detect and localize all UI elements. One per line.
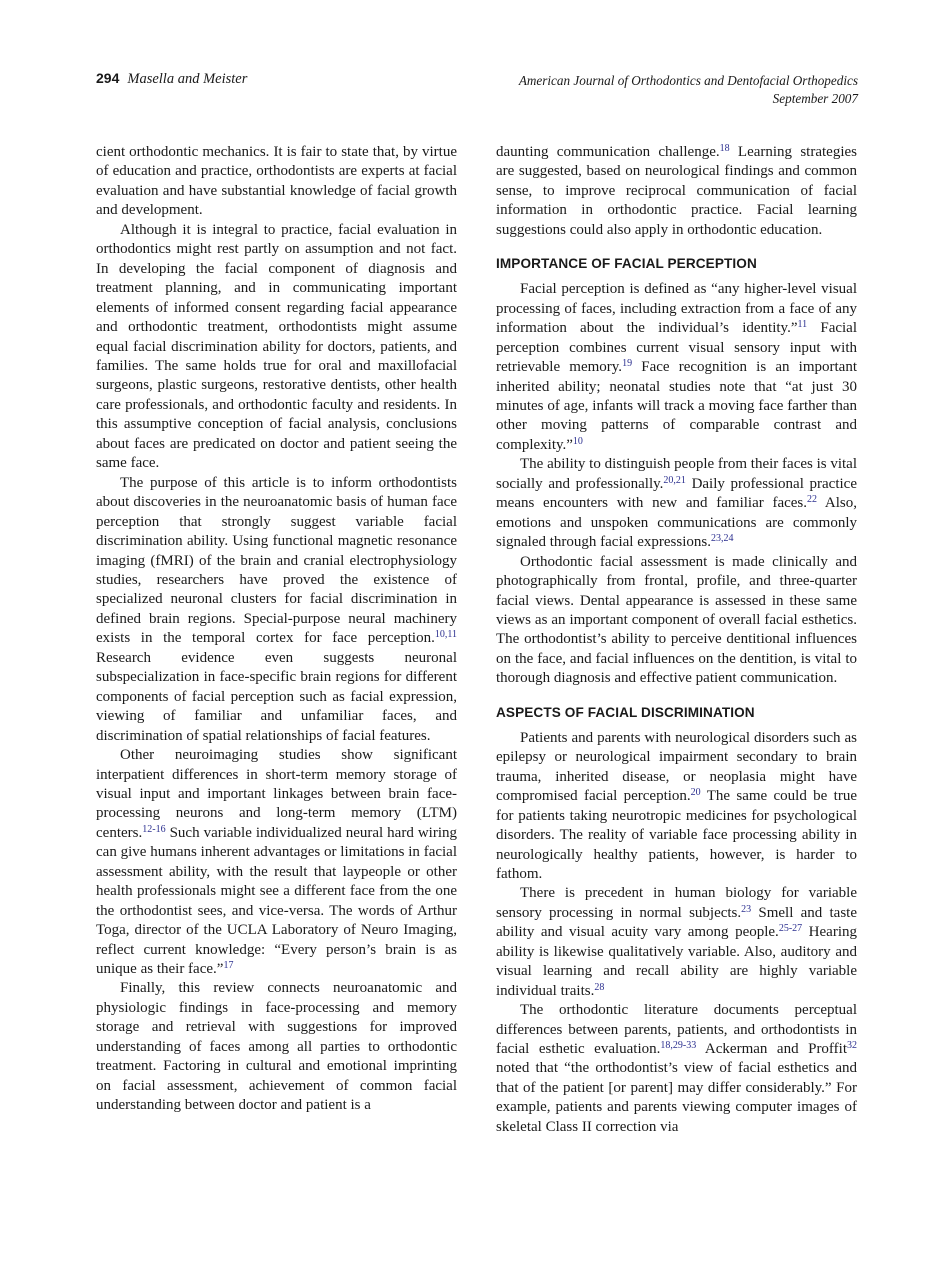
paragraph-text: The ability to distinguish people from their faces is vital socially and professionally. bbox=[496, 456, 858, 492]
paragraph bbox=[496, 455, 857, 552]
citation-link[interactable]: 32 bbox=[847, 1040, 857, 1052]
citation-link[interactable]: 20 bbox=[690, 787, 701, 799]
paragraph-text: The same could be true for patients taking neurotropic medicines for psychological disorders. The reality of variable face processing ability in neurologically healthy patients, however, is harder to fathom. bbox=[496, 788, 857, 882]
running-head-left bbox=[96, 70, 247, 88]
paragraph bbox=[96, 474, 457, 746]
citation-link[interactable]: 17 bbox=[223, 960, 234, 972]
paragraph bbox=[496, 884, 857, 1001]
citation-link[interactable]: 19 bbox=[622, 358, 633, 370]
page-number: 294 bbox=[96, 70, 120, 86]
citation-link[interactable]: 20,21 bbox=[663, 474, 686, 486]
citation-link[interactable]: 22 bbox=[807, 494, 818, 506]
paragraph-text: Face recognition is an important inherited ability; neonatal studies note that “at just 30 minutes of age, infants will track a moving face farther than other moving patterns of comparable contrast and complexity.” bbox=[496, 359, 857, 453]
paragraph-text: Daily professional practice means encounters with new and familiar faces. bbox=[496, 475, 857, 512]
section-heading: ASPECTS OF FACIAL DISCRIMINATION bbox=[496, 704, 755, 720]
paragraph-text: Facial perception is defined as “any higher-level visual processing of faces, including extraction from a face of any information about the individual’s identity.” bbox=[496, 281, 857, 337]
citation-link[interactable]: 23,24 bbox=[710, 533, 734, 545]
paragraph-text: Hearing ability is likewise qualitatively variable. Also, auditory and visual learning and recall ability are highly variable individual traits. bbox=[496, 924, 857, 999]
paragraph-text: noted that “the orthodontist’s view of facial esthetics and that of the patient [or parent] may differ considerably.” For example, patients and parents viewing computer images of skeletal Class II correction via bbox=[496, 1060, 857, 1135]
paragraph bbox=[496, 1001, 857, 1137]
citation-link[interactable]: 25-27 bbox=[778, 923, 803, 935]
citation-link[interactable]: 18 bbox=[719, 143, 730, 154]
left-column bbox=[96, 143, 457, 1116]
paragraph-text: Smell and taste ability and visual acuity vary among people. bbox=[496, 904, 857, 941]
paragraph: Finally, this review connects neuroanatomic and physiologic findings in face-processing and memory storage and retrieval with suggestions for improved understanding of faces among all parties to orthodontic treatment. Factoring in cultural and emotional imprinting on facial assessment, achievement of common facial understanding between doctor and patient is a bbox=[96, 980, 457, 1114]
paragraph-text: Facial perception combines current visual sensory input with retrievable memory. bbox=[496, 320, 858, 376]
paragraph-text: There is precedent in human biology for variable sensory processing in normal subjects. bbox=[496, 885, 857, 921]
paragraph-text: Other neuroimaging studies show significant interpatient differences in short-term memory storage of visual input and important linkages between brain face-processing neurons and long-term memory (LTM) centers. bbox=[96, 747, 457, 841]
paragraph: cient orthodontic mechanics. It is fair to state that, by virtue of education and practice, orthodontists are experts at facial evaluation and have substantial knowledge of facial growth and development. bbox=[96, 144, 457, 219]
paragraph-text: Also, emotions and unspoken communications are commonly signaled through facial expressions. bbox=[496, 495, 858, 551]
paragraph bbox=[96, 746, 457, 979]
citation-link[interactable]: 18,29-33 bbox=[660, 1040, 697, 1052]
issue-date: September 2007 bbox=[772, 91, 858, 106]
paragraph: Although it is integral to practice, facial evaluation in orthodontics might rest partly on assumption and not fact. In developing the facial component of diagnosis and treatment planning, and in communicating important elements of informed consent regarding facial appearance and orthodontic treatment, orthodontists might assume equal facial discrimination ability for doctors, patients, and families. The same holds true for oral and maxillofacial surgeons, plastic surgeons, restorative dentists, other health care professionals, and orthodontic faculty and residents. In this assumptive conception of facial analysis, conclusions about faces are predicated on doctor and patient seeing the same face. bbox=[96, 221, 457, 472]
paragraph-text: Research evidence even suggests neuronal subspecialization in face-specific brain regions for different components of facial perception such as facial expression, viewing of familiar and unfamiliar faces, and discrimination of spatial relationships of facial features. bbox=[96, 649, 457, 744]
paragraph-text: The orthodontic literature documents perceptual differences between parents, patients, and orthodontists in facial esthetic evaluation. bbox=[496, 1002, 857, 1058]
paragraph: Orthodontic facial assessment is made clinically and photographically from frontal, profile, and three-quarter facial views. Dental appearance is assessed in these same views as an important component of overall facial esthetics. The orthodontist’s ability to perceive dentitional influences on the face, and facial influences on the dentition, is vital to thorough diagnosis and effective patient communication. bbox=[496, 553, 857, 687]
citation-link[interactable]: 10 bbox=[572, 435, 583, 447]
citation-link[interactable]: 11 bbox=[797, 319, 808, 331]
paragraph-text: The purpose of this article is to inform orthodontists about discoveries in the neuroanatomic basis of human face perception that strongly suggest variable facial discrimination ability. Using functional magnetic resonance imaging (fMRI) of the brain and cranial electrophysiology studies, researchers have proved the existence of specialized neuronal clusters for facial discrimination in defined brain regions. Special-purpose neural machinery exists in the temporal cortex for face perception. bbox=[96, 474, 457, 647]
paragraph bbox=[496, 143, 857, 240]
citation-link[interactable]: 28 bbox=[594, 981, 605, 993]
paragraph-text: Such variable individualized neural hard wiring can give humans inherent advantages or limitations in facial assessment ability, with the result that laypeople or other health professionals might see a different face from the one the orthodontist sees, and vice-versa. The words of Arthur Toga, director of the UCLA Laboratory of Neuro Imaging, reflect current knowledge: “Every person’s brain is as unique as their face.” bbox=[96, 824, 457, 978]
journal-title: American Journal of Orthodontics and Dentofacial Orthopedics bbox=[518, 73, 858, 88]
paragraph-text: Patients and parents with neurological disorders such as epilepsy or neurological impairment secondary to brain trauma, inherited disease, or neoplasia might have compromised facial perception. bbox=[496, 729, 857, 805]
paragraph-text: Ackerman and Proffit bbox=[696, 1041, 847, 1058]
citation-link[interactable]: 23 bbox=[741, 903, 752, 915]
running-head-authors: Masella and Meister bbox=[127, 71, 248, 87]
right-column bbox=[496, 143, 857, 1137]
running-head-right bbox=[519, 72, 858, 108]
paragraph-text: Learning strategies are suggested, based on neurological findings and common sense, to improve reciprocal communication of facial information in orthodontic practice. Facial learning suggestions could also apply in orthodontic education. bbox=[496, 144, 857, 238]
citation-link[interactable]: 12-16 bbox=[142, 823, 166, 835]
paragraph bbox=[496, 729, 857, 885]
citation-link[interactable]: 10,11 bbox=[434, 629, 457, 641]
section-heading: IMPORTANCE OF FACIAL PERCEPTION bbox=[496, 256, 757, 272]
paragraph bbox=[496, 280, 857, 455]
paragraph-text: daunting communication challenge. bbox=[496, 144, 720, 160]
